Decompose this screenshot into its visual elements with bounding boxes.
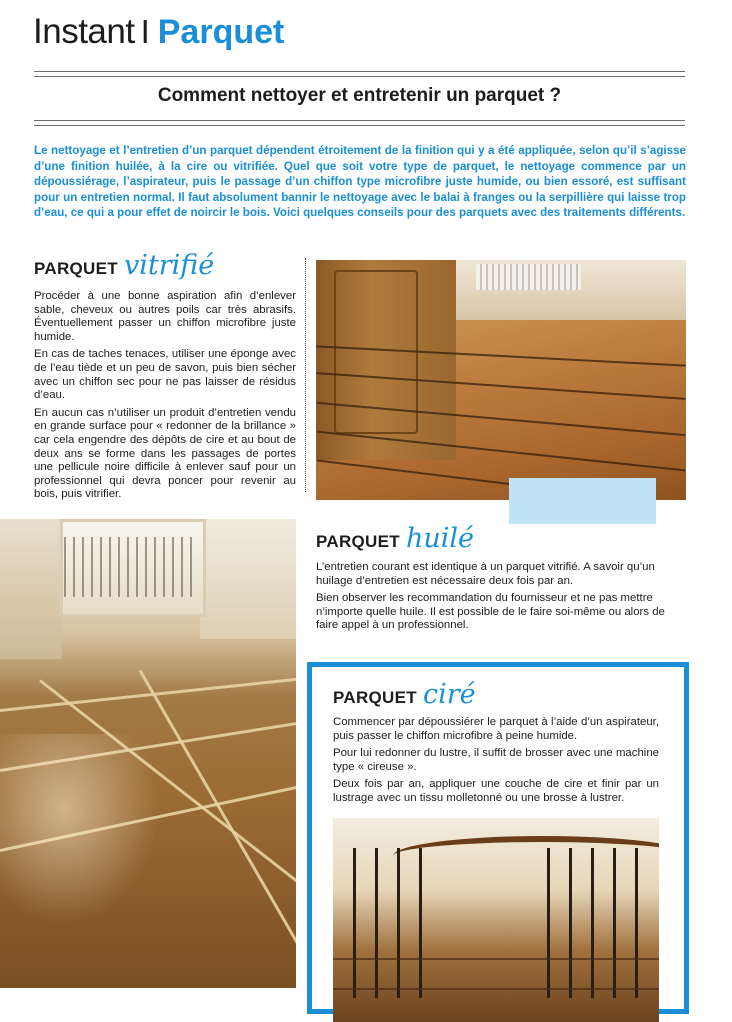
photo-baluster [613, 848, 616, 998]
paragraph: Commencer par dépoussiérer le parquet à l’aide d’un aspirateur, puis passer le chiffon microfibre à peine humide. [333, 716, 659, 742]
heading-caps: PARQUET [333, 688, 417, 707]
title-top-rule [34, 71, 685, 77]
photo-baluster [353, 848, 356, 998]
paragraph: Deux fois par an, appliquer une couche de cire et finir par un lustrage avec un tissu molletonné ou une brosse à lustrer. [333, 778, 659, 804]
section-heading-vitrifie [34, 250, 214, 281]
column-divider [305, 258, 306, 492]
photo-baluster [569, 848, 572, 998]
section-name: Parquet [157, 13, 285, 51]
photo-step-edge [333, 958, 659, 960]
heading-script: vitrifié [123, 250, 215, 281]
photo-parquet-hall [0, 519, 296, 988]
magazine-brand: Instant [33, 12, 135, 51]
photo-baluster [547, 848, 550, 998]
heading-caps: PARQUET [34, 259, 118, 278]
photo-radiator [476, 264, 581, 290]
photo-baluster [397, 848, 400, 998]
heading-script: huilé [405, 523, 474, 554]
paragraph: Pour lui redonner du lustre, il suffit de brosser avec une machine type « cireuse ». [333, 747, 659, 773]
photo-inlay-line [139, 670, 296, 983]
photo-step-edge [333, 988, 659, 990]
intro-paragraph: Le nettoyage et l’entretien d’un parquet dépendent étroitement de la finition qui y a été appliquée, selon qu’il s’agisse d’une finition huilée, à la cire ou vitrifiée. Quel que soit votre type de parquet, le nettoyage commence par un dépoussiérage, l’aspirateur, puis le passage d’un chiffon type microfibre juste humide, ou bien essoré, est suffisant pour un entretien normal. Il faut absolument bannir le nettoyage avec le balai à franges ou la serpillière qui laisse trop d’eau, ce qui a pour effet de noircir le bois. Voici quelques conseils pour des parquets avec des traitements différents. [34, 144, 686, 220]
photo-baluster [375, 848, 378, 998]
header-separator: I [140, 13, 150, 50]
photo-baluster [635, 848, 638, 998]
photo-window-railing [64, 537, 196, 597]
photo-wall-right [200, 519, 296, 639]
photo-baluster [419, 848, 422, 998]
paragraph: L’entretien courant est identique à un parquet vitrifié. A savoir qu’un huilage d’entretien est nécessaire deux fois par an. [316, 561, 655, 587]
photo-reflection [0, 734, 160, 924]
vitrifie-body [34, 290, 296, 506]
section-heading-huile [316, 523, 474, 554]
paragraph: En aucun cas n’utiliser un produit d’entretien vendu en grande surface pour « redonner de la brillance » car cela engendre des dépôts de cire et au bout de deux ans se forme dans les passages de portes une pellicule noire difficile à enlever sauf pour un professionnel qui devra poncer pour revenir au bois, puis vitrifier. [34, 406, 296, 501]
page-header [33, 12, 284, 56]
section-heading-cire [333, 679, 476, 710]
cire-body [333, 716, 659, 810]
heading-caps: PARQUET [316, 532, 400, 551]
photo-baluster [591, 848, 594, 998]
photo-parquet-cabinets [316, 260, 686, 500]
photo-staircase [333, 818, 659, 1022]
photo-handrail [393, 836, 659, 876]
photo-wall-left [0, 519, 62, 659]
decorative-blue-block [509, 478, 656, 524]
article-title: Comment nettoyer et entretenir un parquet ? [157, 85, 562, 106]
paragraph: Procéder à une bonne aspiration afin d’enlever sable, cheveux ou autres poils car très abrasifs. Éventuellement passer un chiffon microfibre juste humide. [34, 290, 296, 343]
heading-script: ciré [422, 679, 476, 710]
huile-body [316, 561, 686, 637]
title-bottom-rule [34, 120, 685, 126]
paragraph: En cas de taches tenaces, utiliser une éponge avec de l’eau tiède et un peu de savon, puis bien sécher avec un chiffon sec pour ne pas laisser de résidus d’eau. [34, 348, 296, 402]
paragraph: Bien observer les recommandation du fournisseur et ne pas mettre n’importe quelle huile. Il est possible de le faire soi-même ou alors de faire appel à un professionnel. [316, 592, 665, 632]
